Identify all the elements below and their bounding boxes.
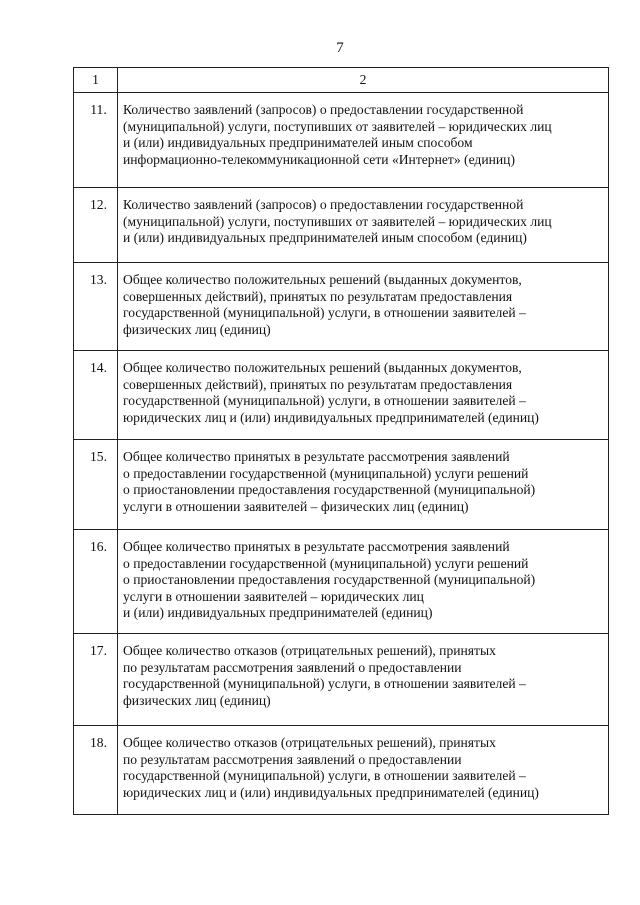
row-description	[118, 634, 609, 726]
table-row	[74, 188, 609, 263]
description-line: Общее количество положительных решений (выданных документов,	[123, 272, 522, 287]
description-line: (муниципальной) услуги, поступивших от заявителей – юридических лиц	[123, 213, 552, 229]
description-line: о приостановлении предоставления государственной (муниципальной)	[123, 572, 536, 588]
row-description	[118, 93, 609, 188]
table-row	[74, 726, 609, 815]
description-line: информационно-телекоммуникационной сети «Интернет» (единиц)	[123, 151, 515, 167]
description-line: юридических лиц и (или) индивидуальных предпринимателей (единиц)	[123, 784, 539, 800]
description-line: Общее количество отказов (отрицательных решений), принятых	[123, 735, 496, 750]
row-number: 17.	[74, 634, 118, 726]
description-line: государственной (муниципальной) услуги, в отношении заявителей –	[123, 676, 526, 692]
description-line: физических лиц (единиц)	[123, 321, 271, 337]
row-number: 18.	[74, 726, 118, 815]
row-description	[118, 726, 609, 815]
row-number: 16.	[74, 530, 118, 634]
description-line: юридических лиц и (или) индивидуальных предпринимателей (единиц)	[123, 409, 539, 425]
page-number: 7	[336, 40, 344, 56]
description-line: Общее количество отказов (отрицательных решений), принятых	[123, 643, 496, 658]
description-line: Количество заявлений (запросов) о предоставлении государственной	[123, 102, 524, 117]
description-line: по результатам рассмотрения заявлений о предоставлении	[123, 659, 462, 675]
row-description	[118, 440, 609, 530]
description-line: Общее количество принятых в результате рассмотрения заявлений	[123, 539, 510, 554]
description-line: государственной (муниципальной) услуги, в отношении заявителей –	[123, 305, 526, 321]
description-line: государственной (муниципальной) услуги, в отношении заявителей –	[123, 393, 526, 409]
description-line: по результатам рассмотрения заявлений о предоставлении	[123, 751, 462, 767]
description-line: услуги в отношении заявителей – юридических лиц	[123, 588, 424, 604]
description-line: и (или) индивидуальных предпринимателей иным способом (единиц)	[123, 230, 527, 246]
row-description	[118, 530, 609, 634]
description-line: Количество заявлений (запросов) о предоставлении государственной	[123, 197, 524, 212]
row-description	[118, 351, 609, 440]
row-number: 14.	[74, 351, 118, 440]
row-number: 12.	[74, 188, 118, 263]
description-line: физических лиц (единиц)	[123, 692, 271, 708]
description-line: Общее количество положительных решений (выданных документов,	[123, 360, 522, 375]
table-row	[74, 530, 609, 634]
table-row	[74, 93, 609, 188]
description-line: совершенных действий), принятых по результатам предоставления	[123, 376, 513, 392]
table-row	[74, 351, 609, 440]
description-line: и (или) индивидуальных предпринимателей иным способом	[123, 135, 473, 151]
description-line: услуги в отношении заявителей – физических лиц (единиц)	[123, 498, 469, 514]
description-line: (муниципальной) услуги, поступивших от заявителей – юридических лиц	[123, 118, 552, 134]
row-number: 11.	[74, 93, 118, 188]
description-line: о предоставлении государственной (муниципальной) услуги решений	[123, 465, 529, 481]
description-line: Общее количество принятых в результате рассмотрения заявлений	[123, 449, 510, 464]
table-row	[74, 634, 609, 726]
description-line: совершенных действий), принятых по результатам предоставления	[123, 288, 513, 304]
table-header-row	[74, 68, 609, 93]
document-table	[73, 67, 609, 815]
row-description	[118, 188, 609, 263]
row-description	[118, 263, 609, 351]
header-cell-number: 1	[74, 68, 118, 93]
header-cell-description: 2	[118, 68, 609, 93]
description-line: и (или) индивидуальных предпринимателей (единиц)	[123, 605, 433, 621]
table-row	[74, 440, 609, 530]
row-number: 13.	[74, 263, 118, 351]
row-number: 15.	[74, 440, 118, 530]
table-row	[74, 263, 609, 351]
description-line: о предоставлении государственной (муниципальной) услуги решений	[123, 555, 529, 571]
description-line: о приостановлении предоставления государственной (муниципальной)	[123, 482, 536, 498]
description-line: государственной (муниципальной) услуги, в отношении заявителей –	[123, 768, 526, 784]
